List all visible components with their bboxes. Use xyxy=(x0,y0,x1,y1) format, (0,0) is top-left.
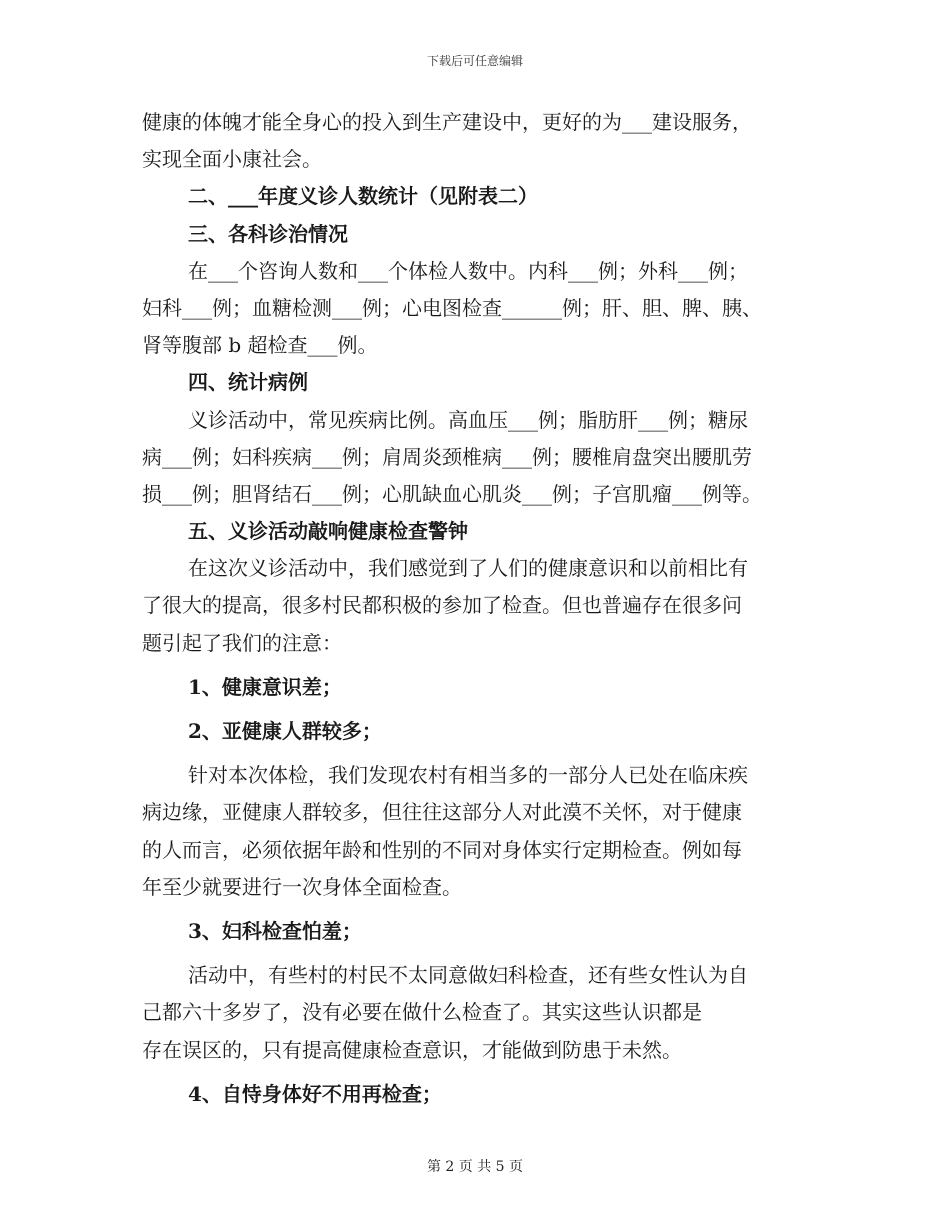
paragraph-line: 存在误区的，只有提高健康检查意识，才能做到防患于未然。 xyxy=(142,1037,682,1062)
subsection-heading: 4、自恃身体好不用再检查； xyxy=(188,1081,442,1106)
paragraph-line: 年至少就要进行一次身体全面检查。 xyxy=(142,874,462,899)
paragraph-line: 肾等腹部 b 超检查___例。 xyxy=(142,333,378,358)
paragraph-line: 的人而言，必须依据年龄和性别的不同对身体实行定期检查。例如每 xyxy=(142,837,742,862)
paragraph-line: 病边缘，亚健康人群较多，但往往这部分人对此漠不关怀，对于健康 xyxy=(142,800,742,825)
section-heading: 三、各科诊治情况 xyxy=(188,221,348,246)
subsection-heading: 2、亚健康人群较多； xyxy=(188,719,382,743)
subsection-heading: 1、健康意识差； xyxy=(188,674,342,699)
page-header: 下载后可任意编辑 xyxy=(426,54,523,68)
section-heading: 二、___年度义诊人数统计（见附表二） xyxy=(188,184,538,209)
paragraph-line: 实现全面小康社会。 xyxy=(142,147,322,172)
paragraph-line: 针对本次体检，我们发现农村有相当多的一部分人已处在临床疾 xyxy=(188,763,748,788)
paragraph-line: 义诊活动中，常见疾病比例。高血压___例；脂肪肝___例；糖尿 xyxy=(188,407,748,432)
paragraph-line: 损___例；胆肾结石___例；心肌缺血心肌炎___例；子宫肌瘤___例等。 xyxy=(142,481,762,506)
page-footer: 第 2 页 共 5 页 xyxy=(426,1159,524,1175)
subsection-heading: 3、妇科检查怕羞； xyxy=(188,918,362,943)
paragraph-line: 妇科___例；血糖检测___例；心电图检查______例；肝、胆、脾、胰、 xyxy=(142,295,762,320)
paragraph-line: 在___个咨询人数和___个体检人数中。内科___例；外科___例； xyxy=(188,258,748,283)
paragraph-line: 健康的体魄才能全身心的投入到生产建设中，更好的为___建设服务， xyxy=(142,110,752,134)
paragraph-line: 了很大的提高，很多村民都积极的参加了检查。但也普遍存在很多问 xyxy=(142,593,742,618)
document-body xyxy=(142,104,810,1113)
paragraph-line: 题引起了我们的注意： xyxy=(142,630,342,655)
section-heading: 四、统计病例 xyxy=(188,370,308,395)
paragraph-line: 活动中，有些村的村民不太同意做妇科检查，还有些女性认为自 xyxy=(188,963,748,988)
section-heading: 五、义诊活动敲响健康检查警钟 xyxy=(188,519,468,544)
paragraph-line: 己都六十多岁了，没有必要在做什么检查了。其实这些认识都是 xyxy=(142,1000,702,1025)
paragraph-line: 在这次义诊活动中，我们感觉到了人们的健康意识和以前相比有 xyxy=(188,556,748,581)
paragraph-line: 病___例；妇科疾病___例；肩周炎颈椎病___例；腰椎肩盘突出腰肌劳 xyxy=(142,444,752,469)
